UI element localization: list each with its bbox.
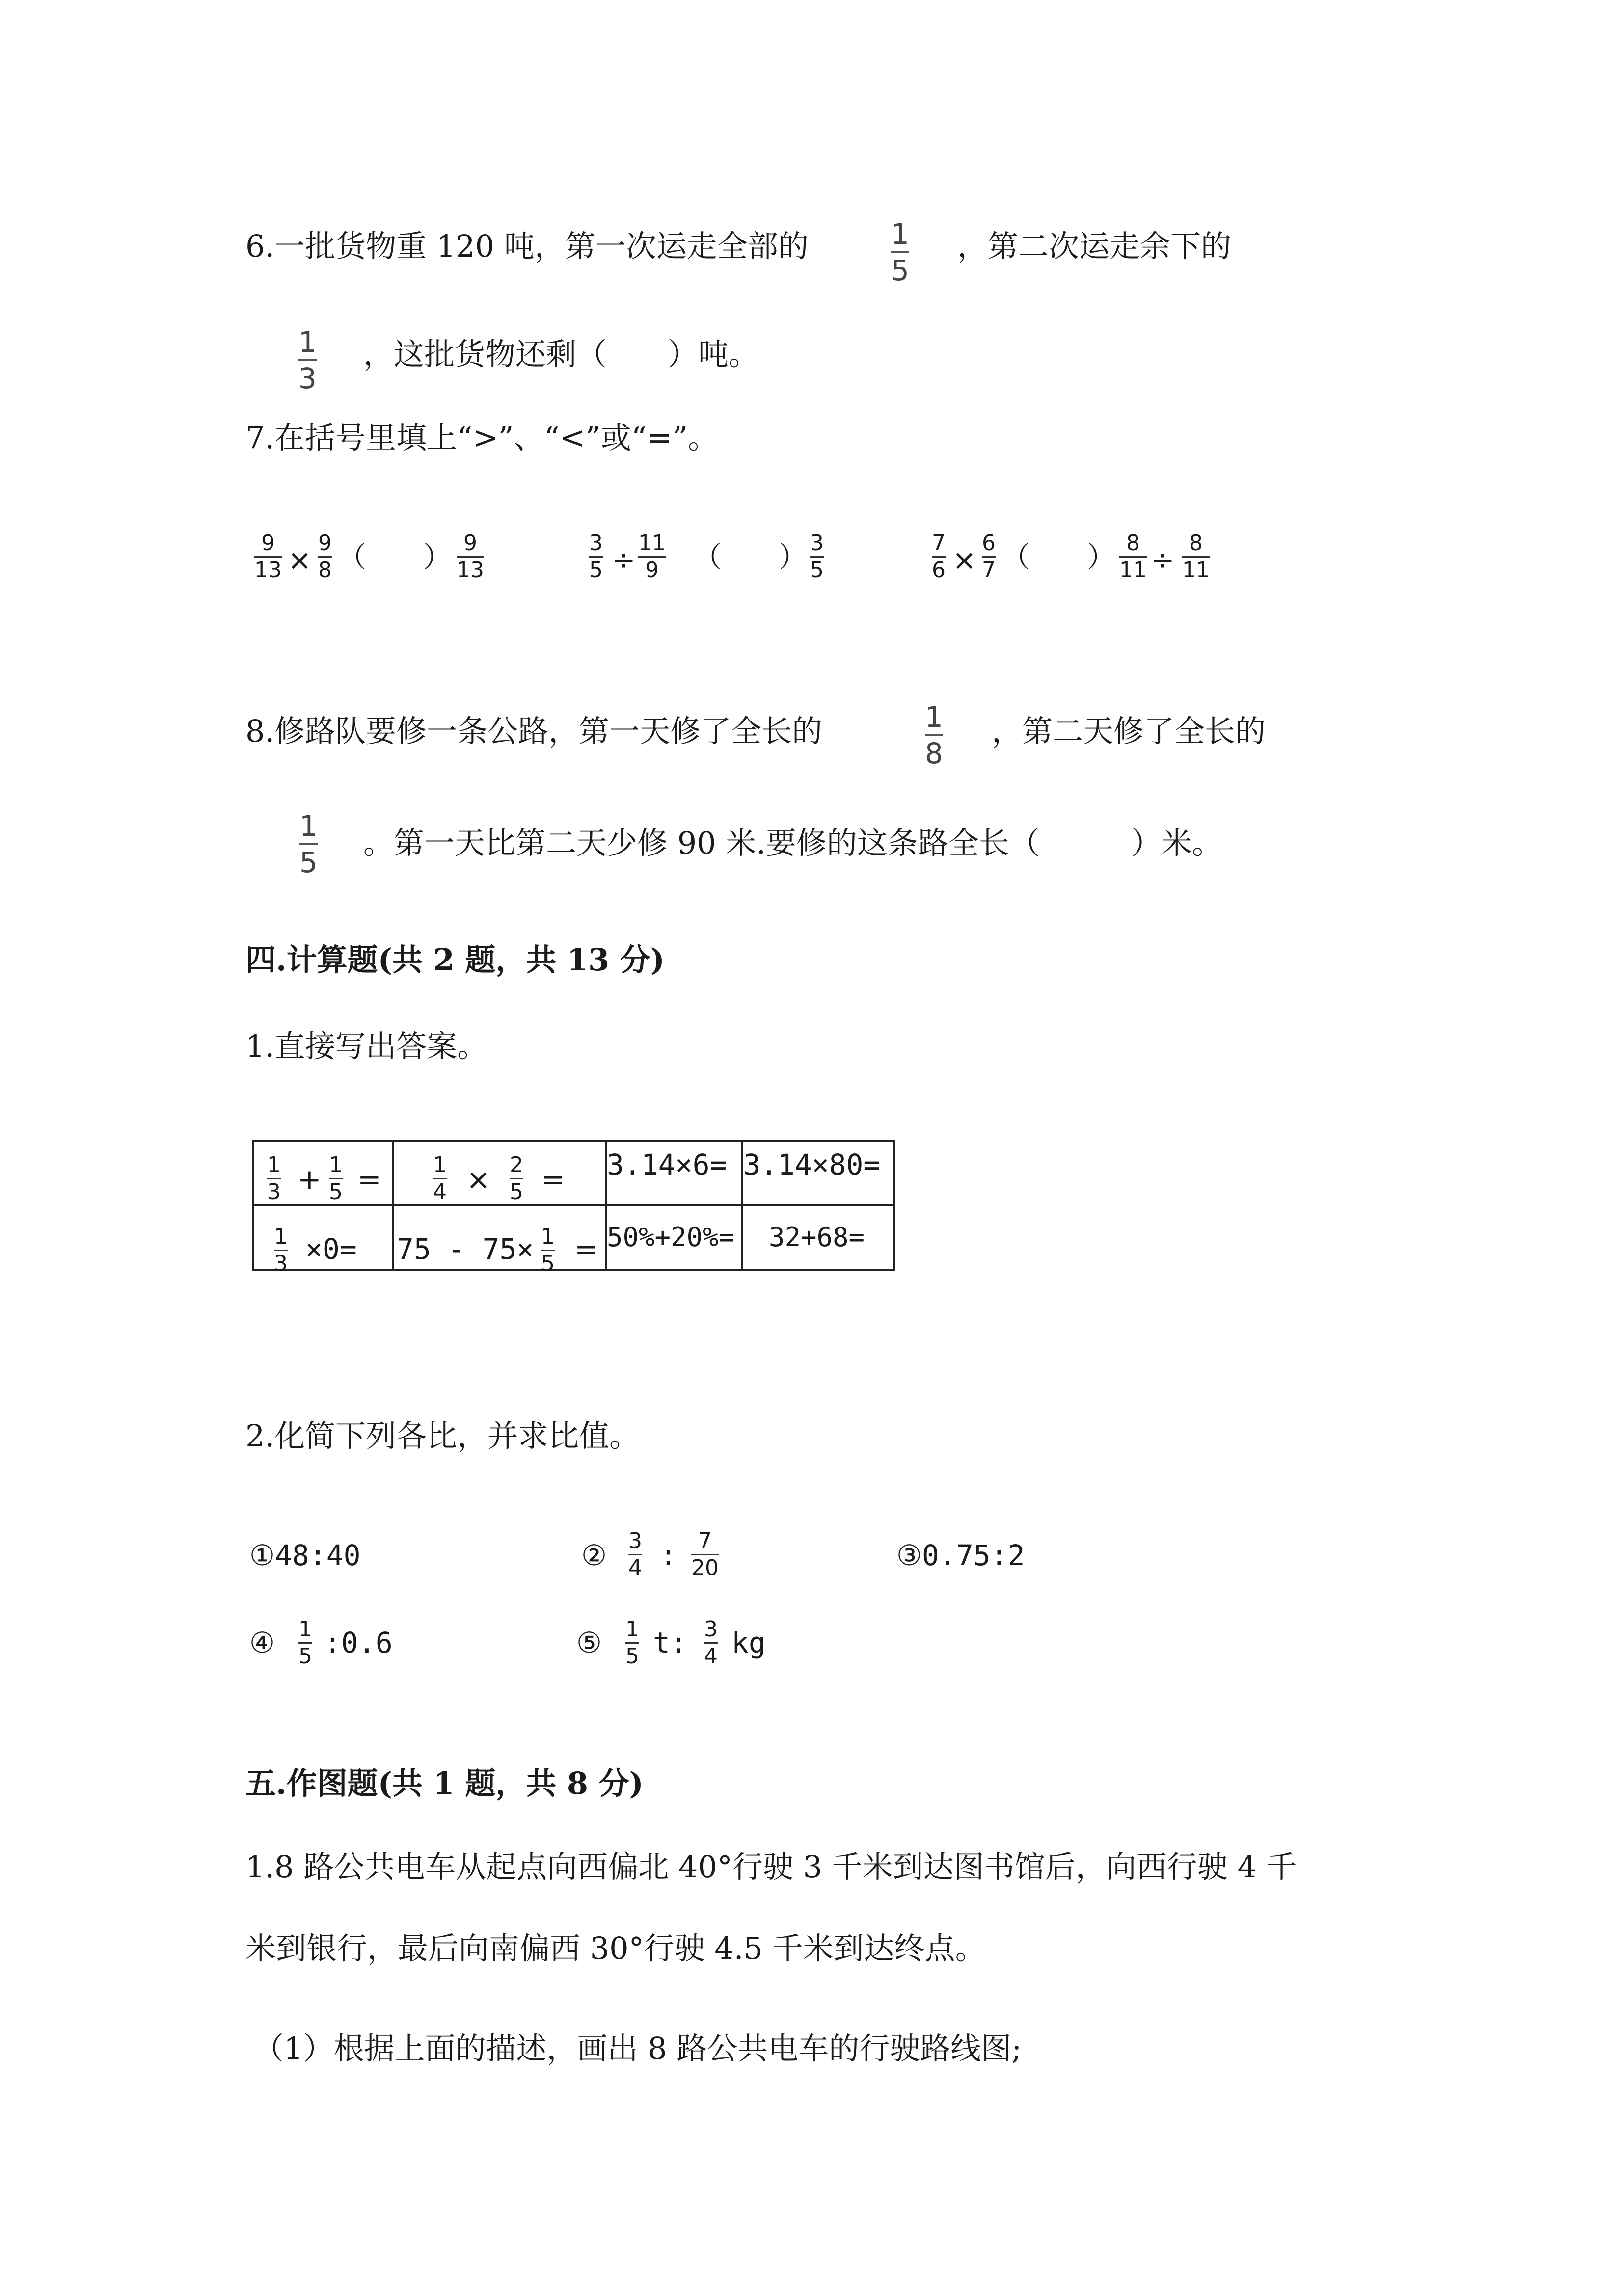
q7-item2-frac-a	[589, 533, 603, 581]
numerator: 8	[1189, 531, 1203, 556]
section5-heading: 五.作图题(共 1 题，共 8 分)	[245, 1765, 644, 1801]
q7-item3-frac-b	[982, 533, 996, 581]
table-cell	[253, 1141, 393, 1205]
numerator: 1	[433, 1152, 447, 1177]
denominator: 5	[329, 1179, 343, 1204]
table-cell	[606, 1205, 742, 1270]
numerator: 1	[625, 1617, 639, 1642]
numerator: 1	[274, 1224, 288, 1249]
section5-q1-line1: 1.8 路公共电车从起点向西偏北 40°行驶 3 千米到达图书馆后，向西行驶 4 千	[245, 1849, 1297, 1885]
q7-item2-answer-paren[interactable]: （ ）	[693, 540, 808, 574]
q7-item3-answer-paren[interactable]: （ ）	[1001, 540, 1116, 574]
numerator: 7	[698, 1528, 712, 1553]
denominator: 11	[1182, 558, 1210, 583]
cell-eq: =	[541, 1163, 565, 1196]
section5-q1-line2: 米到银行，最后向南偏西 30°行驶 4.5 千米到达终点。	[245, 1930, 986, 1966]
q7-item2-frac-c	[810, 533, 824, 581]
denominator: 7	[982, 558, 996, 583]
cell-op: ×	[466, 1163, 490, 1196]
q6-fraction-1	[891, 217, 909, 287]
numerator: 7	[932, 531, 946, 556]
table-cell	[606, 1141, 742, 1205]
cell-frac-2	[329, 1154, 343, 1203]
denominator: 5	[589, 558, 603, 583]
cell-text: 50%+20%=	[607, 1222, 735, 1253]
q6-line1-text-b: ，第二次运走余下的	[957, 228, 1232, 264]
cell-frac-1	[274, 1226, 288, 1275]
numerator: 2	[510, 1152, 523, 1177]
denominator: 4	[433, 1179, 447, 1204]
numerator: 11	[638, 531, 666, 556]
denominator: 13	[457, 558, 484, 583]
ratio-5-mid: t:	[653, 1626, 687, 1659]
denominator: 3	[298, 362, 317, 395]
numerator: 1	[299, 809, 318, 843]
q6-fraction-2	[298, 325, 317, 395]
denominator: 5	[298, 1644, 312, 1669]
ratio-2-frac-1	[628, 1530, 642, 1579]
cell-op: +	[298, 1163, 322, 1196]
denominator: 13	[254, 558, 282, 583]
section4-q2-text: 2.化简下列各比，并求比值。	[245, 1418, 640, 1454]
ratio-5-frac-1	[625, 1619, 639, 1667]
q7-item1-frac-c	[457, 533, 484, 581]
denominator: 3	[267, 1179, 281, 1204]
denominator: 5	[299, 846, 318, 879]
cell-text: 32+68=	[769, 1222, 865, 1253]
denominator: 4	[704, 1644, 718, 1669]
denominator: 9	[645, 558, 659, 583]
calc-table	[252, 1140, 895, 1276]
q7-item3-op: ×	[952, 543, 976, 577]
numerator: 3	[810, 531, 824, 556]
ratio-5-frac-2	[704, 1619, 718, 1667]
ratio-5-label: ⑤	[576, 1626, 602, 1659]
numerator: 8	[1126, 531, 1140, 556]
table-row	[253, 1141, 894, 1205]
numerator: 3	[628, 1528, 642, 1553]
ratio-2-colon: :	[660, 1539, 677, 1572]
q7-item2-op: ÷	[612, 543, 636, 577]
q7-item3-op2: ÷	[1151, 543, 1175, 577]
numerator: 1	[541, 1224, 555, 1249]
q7-item3-frac-d	[1182, 533, 1210, 581]
denominator: 5	[810, 558, 824, 583]
numerator: 1	[329, 1152, 343, 1177]
numerator: 1	[298, 1617, 312, 1642]
ratio-4-label: ④	[249, 1626, 275, 1659]
table-cell	[742, 1141, 894, 1205]
section5-sub1: （1）根据上面的描述，画出 8 路公共电车的行驶路线图;	[253, 2030, 1022, 2066]
denominator: 3	[274, 1251, 288, 1276]
cell-frac-1	[267, 1154, 281, 1203]
cell-frac-1	[433, 1154, 447, 1203]
denominator: 5	[541, 1251, 555, 1276]
q7-item1-frac-b	[318, 533, 332, 581]
denominator: 8	[318, 558, 332, 583]
ratio-1: ①48:40	[249, 1539, 361, 1572]
ratio-4-frac	[298, 1619, 312, 1667]
denominator: 5	[891, 254, 909, 287]
denominator: 5	[625, 1644, 639, 1669]
denominator: 5	[510, 1179, 523, 1204]
q8-fraction-2	[299, 809, 318, 879]
cell-frac-1	[541, 1226, 555, 1275]
cell-tail: ×0=	[305, 1232, 357, 1266]
cell-eq: =	[574, 1232, 598, 1266]
q6-line2-text: ，这批货物还剩（ ）吨。	[363, 336, 759, 372]
cell-eq: =	[357, 1163, 381, 1196]
table-cell	[253, 1205, 393, 1276]
ratio-3: ③0.75:2	[896, 1539, 1025, 1572]
ratio-5-tail: kg	[731, 1626, 766, 1659]
table-cell	[393, 1205, 606, 1276]
denominator: 20	[691, 1555, 719, 1580]
ratio-2-label: ②	[581, 1539, 607, 1572]
numerator: 9	[463, 531, 477, 556]
cell-text: 3.14×80=	[743, 1148, 881, 1181]
q8-line1-text-a: 8.修路队要修一条公路，第一天修了全长的	[245, 713, 823, 749]
q6-line1-text-a: 6.一批货物重 120 吨，第一次运走全部的	[245, 228, 809, 264]
q7-item3-frac-c	[1119, 533, 1147, 581]
table-cell	[393, 1141, 606, 1205]
section4-heading: 四.计算题(共 2 题，共 13 分)	[245, 942, 665, 978]
q7-item1-op: ×	[288, 543, 312, 577]
numerator: 9	[318, 531, 332, 556]
q8-fraction-1	[925, 700, 943, 770]
table-row	[253, 1205, 894, 1270]
numerator: 1	[891, 217, 909, 251]
q7-item2-frac-b	[638, 533, 666, 581]
q7-item1-frac-a	[254, 533, 282, 581]
denominator: 11	[1119, 558, 1147, 583]
cell-frac-2	[510, 1154, 523, 1203]
numerator: 6	[982, 531, 996, 556]
table-cell	[742, 1205, 894, 1270]
numerator: 3	[704, 1617, 718, 1642]
ratio-4-tail: :0.6	[324, 1626, 393, 1659]
q7-text: 7.在括号里填上“>”、“<”或“=”。	[245, 420, 719, 455]
denominator: 8	[925, 737, 943, 770]
numerator: 1	[925, 700, 943, 734]
denominator: 6	[932, 558, 946, 583]
numerator: 3	[589, 531, 603, 556]
ratio-2-frac-2	[691, 1530, 719, 1579]
cell-text: 3.14×6=	[607, 1148, 727, 1181]
section4-q1-text: 1.直接写出答案。	[245, 1028, 488, 1064]
q8-line2-text: 。第一天比第二天少修 90 米.要修的这条路全长（ ）米。	[363, 825, 1223, 861]
numerator: 1	[298, 325, 317, 359]
denominator: 4	[628, 1555, 642, 1580]
q8-line1-text-b: ，第二天修了全长的	[992, 713, 1266, 749]
cell-head: 75 - 75×	[397, 1232, 534, 1266]
numerator: 9	[261, 531, 275, 556]
q7-item3-frac-a	[932, 533, 946, 581]
q7-item1-answer-paren[interactable]: （ ）	[338, 540, 452, 574]
numerator: 1	[267, 1152, 281, 1177]
